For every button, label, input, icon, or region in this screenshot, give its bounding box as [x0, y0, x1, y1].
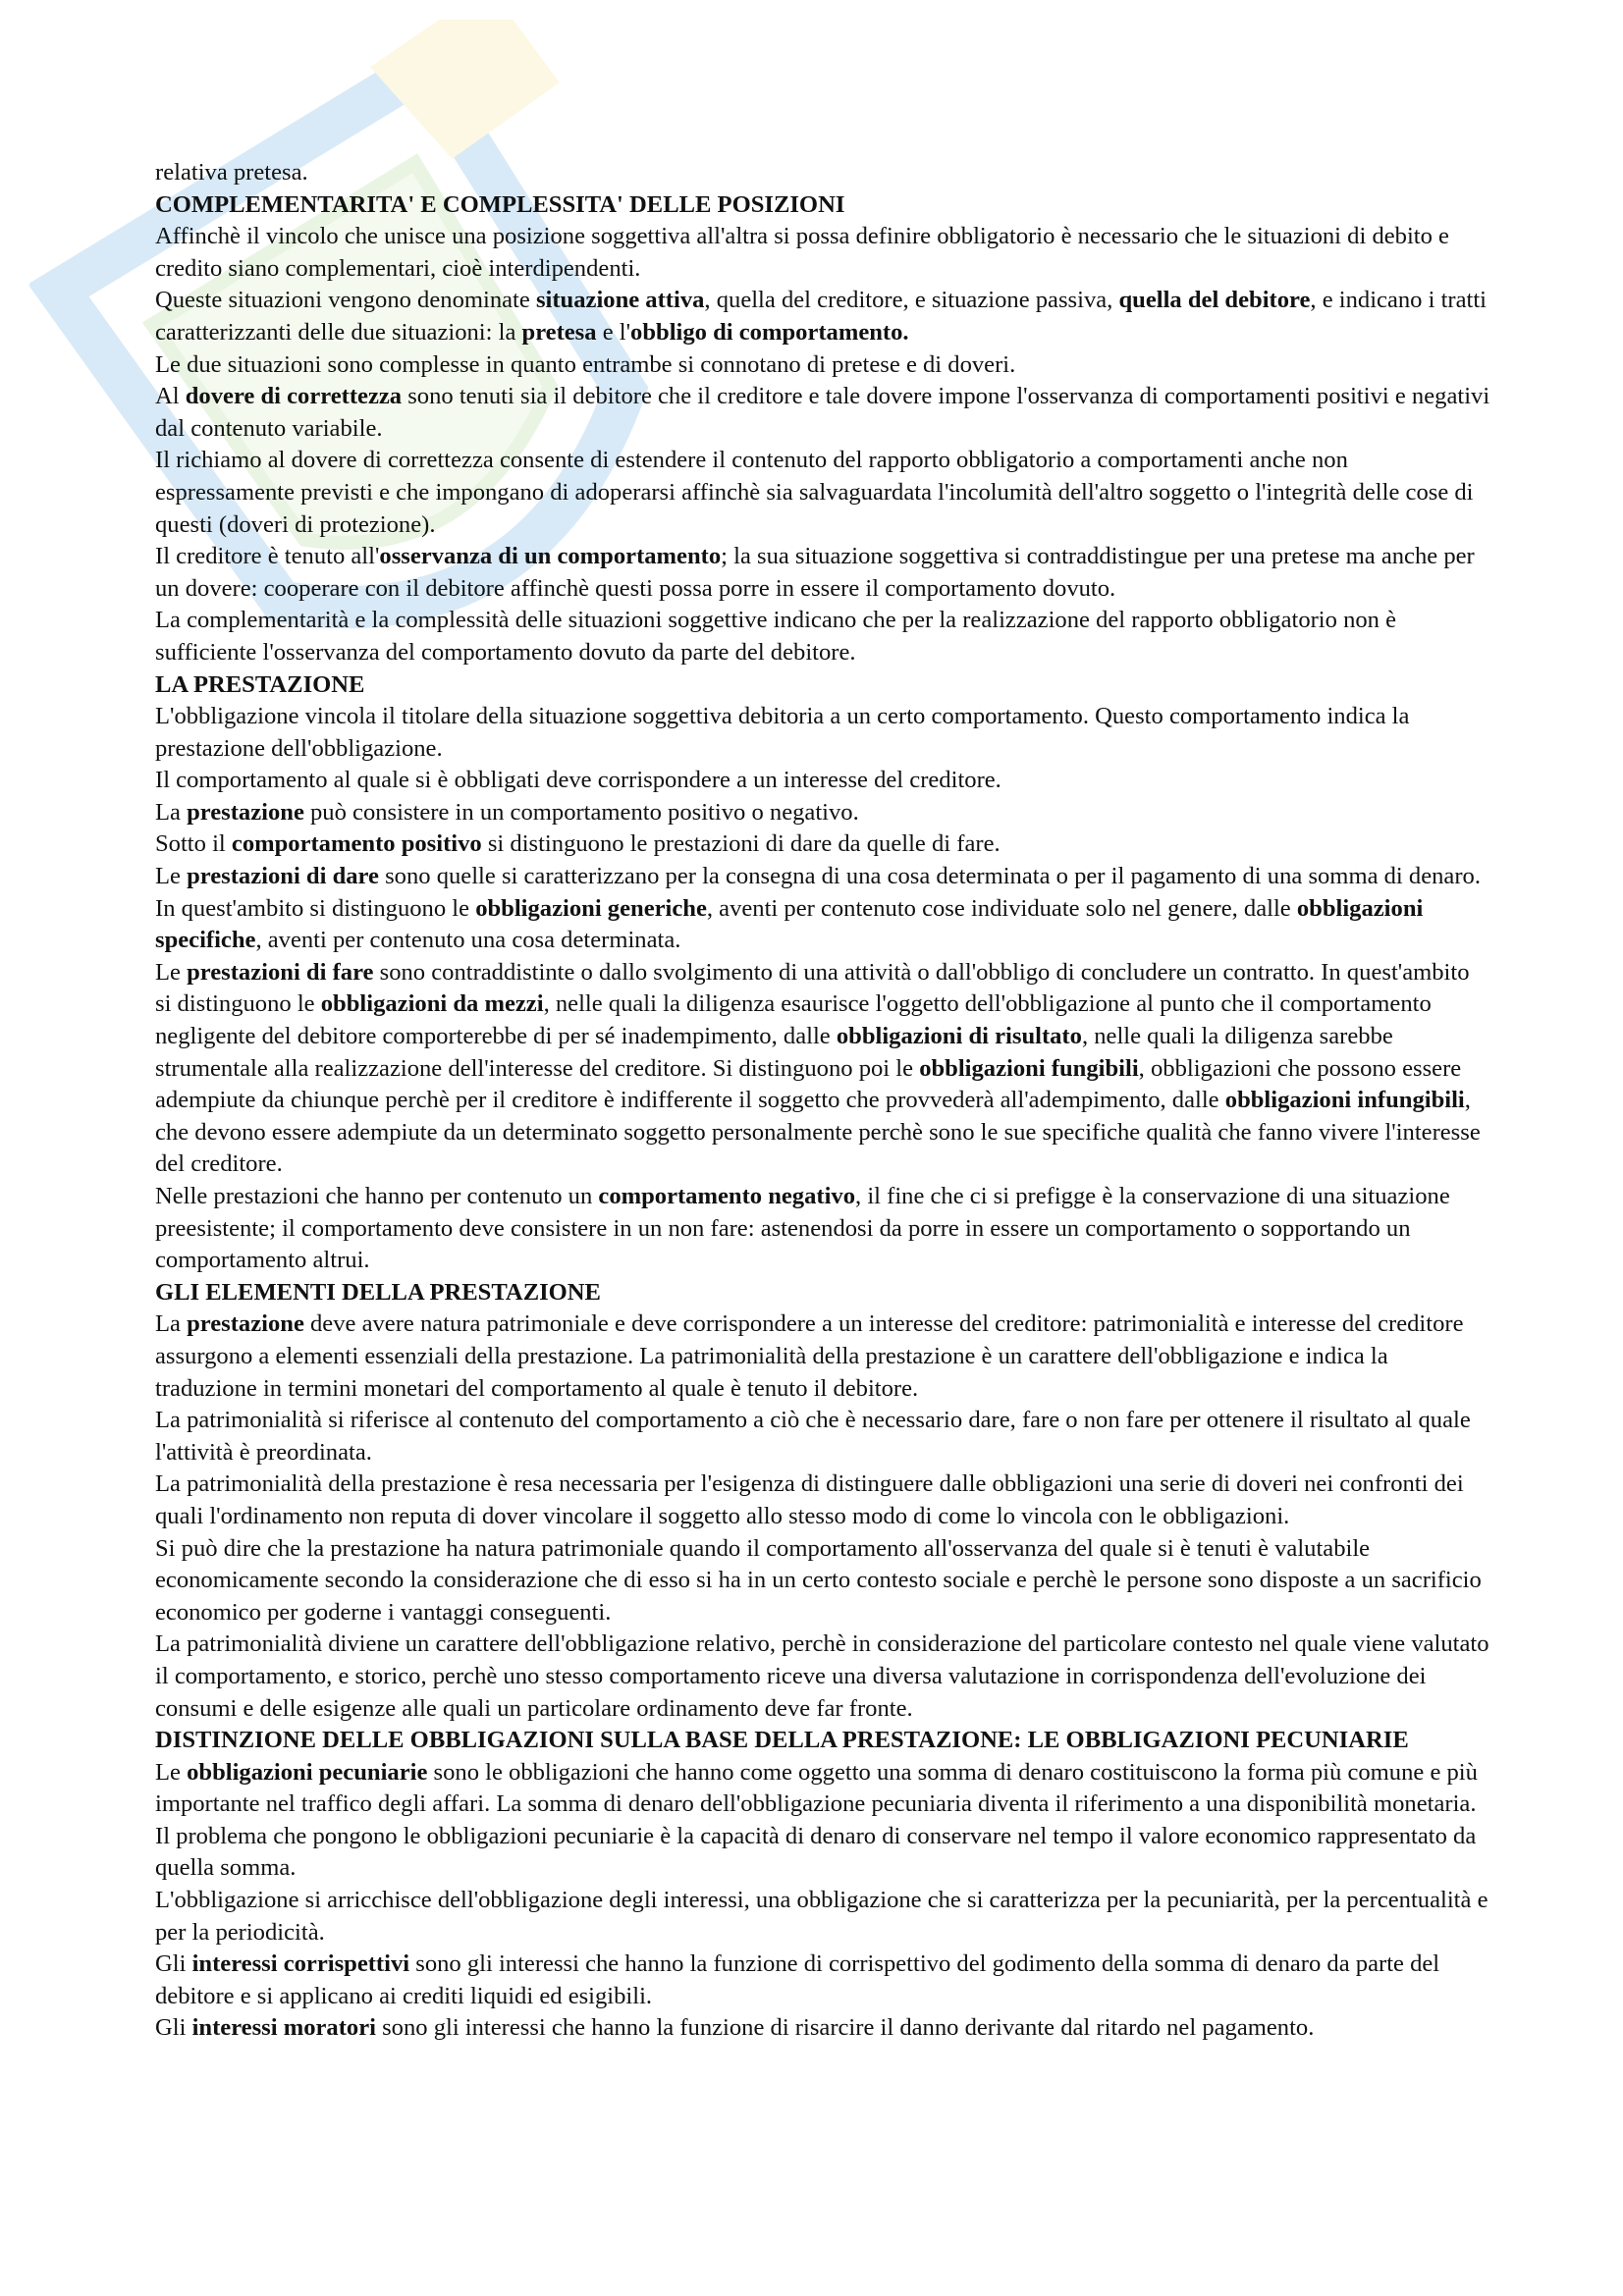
section-heading	[155, 189, 1490, 222]
text-run: sono quelle si caratterizzano per la consegna di una cosa determinata o per il pagamento di una somma di denaro. In quest'ambito si distinguono le	[155, 863, 1481, 922]
paragraph	[155, 1308, 1490, 1405]
text-run: Il problema che pongono le obbligazioni pecuniarie è la capacità di denaro di conservare nel tempo il valore economico rappresentato da quella somma.	[155, 1822, 1477, 1882]
bold-term: situazione attiva	[535, 287, 705, 314]
text-run: , aventi per contenuto cose individuate solo nel genere, dalle	[706, 894, 1297, 922]
bold-term: pretesa	[521, 318, 597, 346]
paragraph	[155, 1533, 1490, 1629]
paragraph	[155, 381, 1490, 445]
bold-term: obbligazioni generiche	[475, 894, 707, 922]
text-run: , aventi per contenuto una cosa determinata.	[255, 927, 681, 954]
text-run: e l'	[596, 318, 631, 346]
text-run: , il fine che ci si prefigge è la conservazione di una situazione preesistente; il comportamento deve consistere in un non fare: astenendosi da porre in essere un comportamento o sopportando un comportamento altrui.	[155, 1183, 1450, 1274]
text-run: DISTINZIONE DELLE OBBLIGAZIONI SULLA BASE DELLA PRESTAZIONE: LE OBBLIGAZIONI PECUNIARIE	[155, 1727, 1409, 1754]
paragraph	[155, 701, 1490, 765]
bold-term: interessi corrispettivi	[191, 1950, 410, 1978]
paragraph	[155, 1181, 1490, 1277]
bold-term: comportamento negativo	[598, 1183, 856, 1209]
text-run: , quella del creditore, e situazione passiva,	[704, 287, 1119, 314]
text-run: LA PRESTAZIONE	[155, 670, 365, 698]
text-run: relativa pretesa.	[155, 159, 308, 186]
bold-term: obbligazioni pecuniarie	[187, 1758, 428, 1786]
section-heading	[155, 1277, 1490, 1309]
paragraph	[155, 1468, 1490, 1532]
text-run: Il richiamo al dovere di correttezza consente di estendere il contenuto del rapporto obbligatorio a comportamenti anche non espressamente previsti e che impongano di adoperarsi affinchè sia salvaguardata l'incolumità dell'altro soggetto o l'integrità delle cose di questi (doveri di protezione).	[155, 447, 1474, 538]
bold-term: prestazioni di dare	[187, 863, 379, 890]
text-run: Si può dire che la prestazione ha natura patrimoniale quando il comportamento all'osservanza del quale si è tenuti è valutabile economicamente secondo la considerazione che di esso si ha in un certo contesto sociale e perchè le persone sono disposte a un sacrificio economico per goderne i vantaggi conseguenti.	[155, 1534, 1482, 1626]
paragraph	[155, 1757, 1490, 1821]
text-run: Le due situazioni sono complesse in quanto entrambe si connotano di pretese e di doveri.	[155, 350, 1016, 378]
bold-term: interessi moratori	[191, 2014, 376, 2042]
paragraph	[155, 797, 1490, 829]
text-run: COMPLEMENTARITA' E COMPLESSITA' DELLE POSIZIONI	[155, 190, 845, 218]
section-heading	[155, 669, 1490, 702]
text-run: Le	[155, 863, 188, 890]
text-run: Nelle prestazioni che hanno per contenuto un	[155, 1183, 599, 1209]
bold-term: obbligazioni infungibili	[1224, 1087, 1465, 1114]
text-run: Gli	[155, 1950, 192, 1978]
text-run: La patrimonialità si riferisce al contenuto del comportamento a ciò che è necessario dare, fare o non fare per ottenere il risultato al quale l'attività è preordinata.	[155, 1407, 1471, 1466]
bold-term: prestazioni di fare	[187, 958, 374, 986]
paragraph	[155, 828, 1490, 861]
section-heading	[155, 1725, 1490, 1757]
paragraph	[155, 765, 1490, 797]
paragraph	[155, 1885, 1490, 1949]
text-run: sono gli interessi che hanno la funzione di corrispettivo del godimento della somma di denaro da parte del debitore e si applicano ai crediti liquidi ed esigibili.	[155, 1950, 1440, 2009]
text-run: , nelle quali la diligenza esaurisce l'oggetto dell'obbligazione al punto che il comportamento negligente del debitore comporterebbe di per sé inadempimento, dalle	[155, 990, 1432, 1050]
paragraph	[155, 957, 1490, 1181]
paragraph	[155, 157, 1490, 189]
text-run: Queste situazioni vengono denominate	[155, 287, 536, 314]
text-run: sono le obbligazioni che hanno come oggetto una somma di denaro costituiscono la forma più comune e più importante nel traffico degli affari. La somma di denaro dell'obbligazione pecuniaria diventa il riferimento a una disponibilità monetaria.	[155, 1758, 1478, 1818]
text-run: Gli	[155, 2014, 192, 2042]
text-run: L'obbligazione si arricchisce dell'obbligazione degli interessi, una obbligazione che si caratterizza per la pecuniarità, per la percentualità e per la periodicità.	[155, 1887, 1488, 1946]
bold-term: quella del debitore	[1118, 287, 1311, 314]
text-run: La	[155, 1310, 188, 1338]
bold-term: prestazione	[187, 1310, 304, 1338]
text-run: sono gli interessi che hanno la funzione di risarcire il danno derivante dal ritardo nel pagamento.	[375, 2014, 1315, 2042]
text-run: Le	[155, 958, 188, 986]
text-run: ; la sua situazione soggettiva si contraddistingue per una pretese ma anche per un dovere: cooperare con il debitore affinchè questi possa porre in essere il comportamento dovuto.	[155, 543, 1475, 602]
bold-term: obbligazioni fungibili	[919, 1054, 1139, 1082]
text-run: Sotto il	[155, 830, 232, 858]
text-run: Affinchè il vincolo che unisce una posizione soggettiva all'altra si possa definire obbligatorio è necessario che le situazioni di debito e credito siano complementari, cioè interdipendenti.	[155, 223, 1449, 282]
bold-term: obbligazioni da mezzi	[320, 990, 544, 1018]
paragraph	[155, 861, 1490, 957]
text-run: La patrimonialità diviene un carattere dell'obbligazione relativo, perchè in considerazione del particolare contesto nel quale viene valutato il comportamento, e storico, perchè uno stesso comportamento riceve una diversa valutazione in corrispondenza dell'evoluzione dei consumi e delle esigenze alle quali un particolare ordinamento deve far fronte.	[155, 1630, 1489, 1722]
text-run: , che devono essere adempiute da un determinato soggetto personalmente perchè sono le sue specifiche qualità che fanno vivere l'interesse del creditore.	[155, 1087, 1481, 1178]
paragraph	[155, 605, 1490, 668]
bold-term: prestazione	[187, 798, 304, 826]
bold-term: osservanza di un comportamento	[379, 543, 722, 570]
paragraph	[155, 349, 1490, 382]
text-run: Il comportamento al quale si è obbligati deve corrispondere a un interesse del creditore.	[155, 767, 1001, 794]
text-run: sono tenuti sia il debitore che il creditore e tale dovere impone l'osservanza di comportamenti positivi e negativi dal contenuto variabile.	[155, 383, 1490, 442]
text-run: La	[155, 798, 188, 826]
paragraph	[155, 445, 1490, 541]
text-run: , obbligazioni che possono essere adempiute da chiunque perchè per il creditore è indifferente il soggetto che provvederà all'adempimento, dalle	[155, 1054, 1462, 1114]
paragraph	[155, 541, 1490, 605]
text-run: Il creditore è tenuto all'	[155, 543, 380, 570]
text-run: GLI ELEMENTI DELLA PRESTAZIONE	[155, 1278, 601, 1306]
paragraph	[155, 2012, 1490, 2045]
bold-term: dovere di correttezza	[185, 383, 403, 410]
text-run: La complementarità e la complessità delle situazioni soggettive indicano che per la realizzazione del rapporto obbligatorio non è sufficiente l'osservanza del comportamento dovuto da parte del debitore.	[155, 607, 1397, 666]
paragraph	[155, 1629, 1490, 1725]
text-run: si distinguono le prestazioni di dare da quelle di fare.	[481, 830, 1001, 858]
bold-term: obbligazioni di risultato	[836, 1023, 1082, 1050]
bold-term: obbligazioni specifiche	[155, 894, 1424, 954]
text-run: La patrimonialità della prestazione è resa necessaria per l'esigenza di distinguere dalle obbligazioni una serie di doveri nei confronti dei quali l'ordinamento non reputa di dover vincolare il soggetto allo stesso modo di come lo vincola con le obbligazioni.	[155, 1470, 1464, 1529]
paragraph	[155, 1949, 1490, 2012]
paragraph	[155, 221, 1490, 285]
paragraph	[155, 285, 1490, 348]
text-run: L'obbligazione vincola il titolare della situazione soggettiva debitoria a un certo comportamento. Questo comportamento indica la prestazione dell'obbligazione.	[155, 703, 1410, 762]
bold-term: obbligo di comportamento.	[630, 318, 909, 346]
text-run: , nelle quali la diligenza sarebbe strumentale alla realizzazione dell'interesse del creditore. Si distinguono poi le	[155, 1023, 1393, 1082]
bold-term: comportamento positivo	[231, 830, 482, 858]
text-run: , e indicano i tratti caratterizzanti delle due situazioni: la	[155, 287, 1488, 346]
paragraph	[155, 1405, 1490, 1468]
text-run: Al	[155, 383, 186, 410]
text-run: sono contraddistinte o dallo svolgimento di una attività o dall'obbligo di concludere un contratto. In quest'ambito si distinguono le	[155, 958, 1470, 1018]
text-run: può consistere in un comportamento positivo o negativo.	[303, 798, 859, 826]
text-run: Le	[155, 1758, 188, 1786]
paragraph	[155, 1821, 1490, 1885]
text-run: deve avere natura patrimoniale e deve corrispondere a un interesse del creditore: patrimonialità e interesse del creditore assurgono a elementi essenziali della prestazione. La patrimonialità della prestazione è un carattere dell'obbligazione e indica la traduzione in termini monetari del comportamento al quale è tenuto il debitore.	[155, 1310, 1464, 1402]
document-body	[155, 157, 1490, 2045]
